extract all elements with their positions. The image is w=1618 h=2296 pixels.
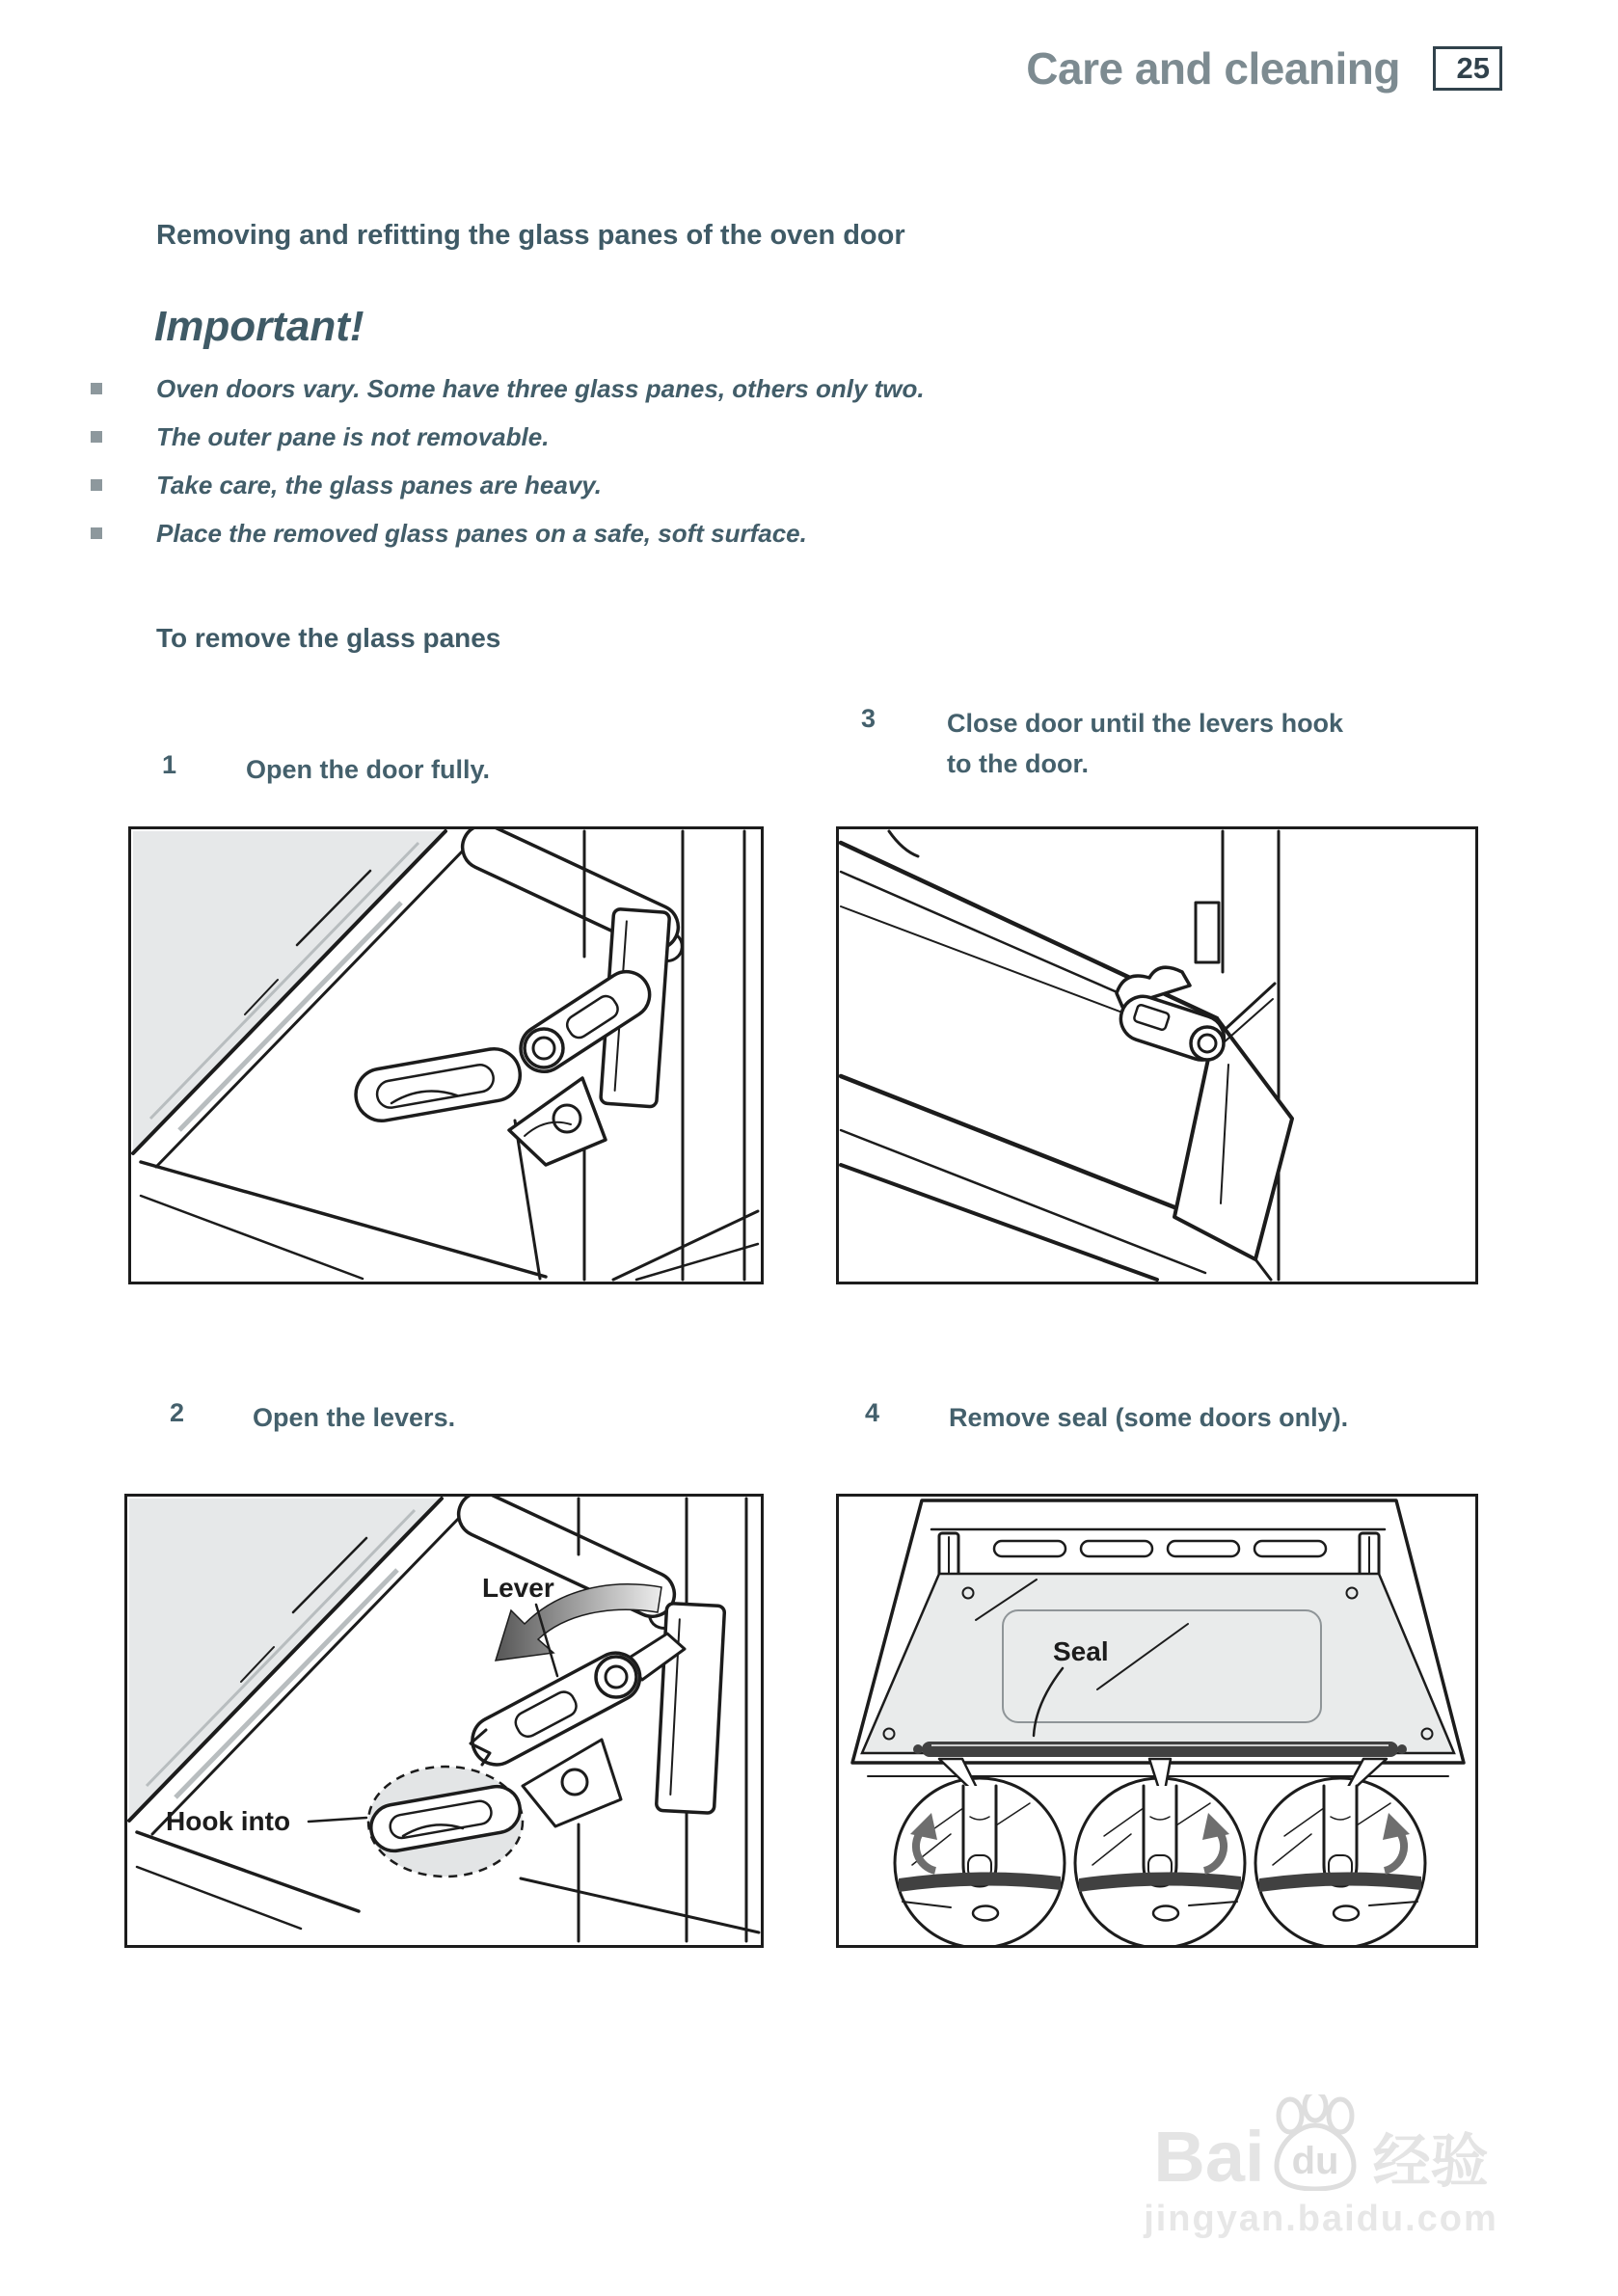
watermark-brand-part2: du (1291, 2140, 1339, 2182)
bullet-text: Oven doors vary. Some have three glass panes, others only two. (156, 374, 925, 403)
figure-step4-remove-seal (836, 1494, 1478, 1948)
watermark-logo (1109, 2094, 1533, 2197)
figure-step2-open-levers (124, 1494, 764, 1948)
bullet-text: The outer pane is not removable. (156, 422, 550, 451)
watermark-url: jingyan.baidu.com (1144, 2199, 1498, 2239)
bullet-text: Take care, the glass panes are heavy. (156, 471, 603, 500)
bullet-item (91, 374, 1151, 422)
step-3-text: Close door until the levers hook to the door. (947, 709, 1344, 778)
watermark-brand-part1: Bai (1153, 2116, 1265, 2197)
step-1-header (162, 750, 490, 791)
bullet-text: Place the removed glass panes on a safe, soft surface. (156, 519, 807, 548)
bullet-item (91, 471, 1151, 519)
important-heading: Important! (154, 303, 364, 350)
hook-into-label: Hook into (166, 1806, 291, 1836)
bullet-square-icon (91, 479, 102, 491)
step-1-text: Open the door fully. (246, 755, 490, 784)
bullet-item (91, 422, 1151, 471)
step-2-header (170, 1398, 455, 1439)
hooked-door-illustration (839, 829, 1475, 1282)
open-door-illustration (131, 829, 761, 1282)
bullet-square-icon (91, 383, 102, 394)
open-levers-illustration (127, 1497, 761, 1945)
page-title: Care and cleaning (1026, 43, 1400, 94)
watermark-brand-suffix: 经验 (1372, 2129, 1489, 2194)
step-1-number: 1 (162, 750, 177, 779)
page-number-box (1433, 46, 1502, 91)
page-header (1026, 42, 1502, 95)
step-2-number: 2 (170, 1398, 185, 1427)
subsection-title: To remove the glass panes (156, 623, 501, 653)
figure-step3-door-hooked (836, 826, 1478, 1284)
step-3-header (861, 704, 1362, 785)
step-4-number: 4 (865, 1398, 880, 1427)
important-bullets (91, 374, 1151, 567)
watermark (1109, 2094, 1533, 2240)
step-4-text: Remove seal (some doors only). (949, 1403, 1349, 1432)
lever-label: Lever (482, 1573, 554, 1603)
section-title: Removing and refitting the glass panes of the oven door (156, 220, 905, 251)
seal-label: Seal (1053, 1636, 1109, 1666)
bullet-item (91, 519, 1151, 567)
baidu-paw-icon (1265, 2094, 1365, 2191)
step-4-header (865, 1398, 1348, 1439)
remove-seal-illustration (839, 1497, 1475, 1945)
step-2-text: Open the levers. (253, 1403, 456, 1432)
bullet-square-icon (91, 431, 102, 443)
figure-step1-open-door (128, 826, 764, 1284)
page-number: 25 (1456, 51, 1490, 85)
bullet-square-icon (91, 527, 102, 539)
step-3-number: 3 (861, 704, 876, 733)
